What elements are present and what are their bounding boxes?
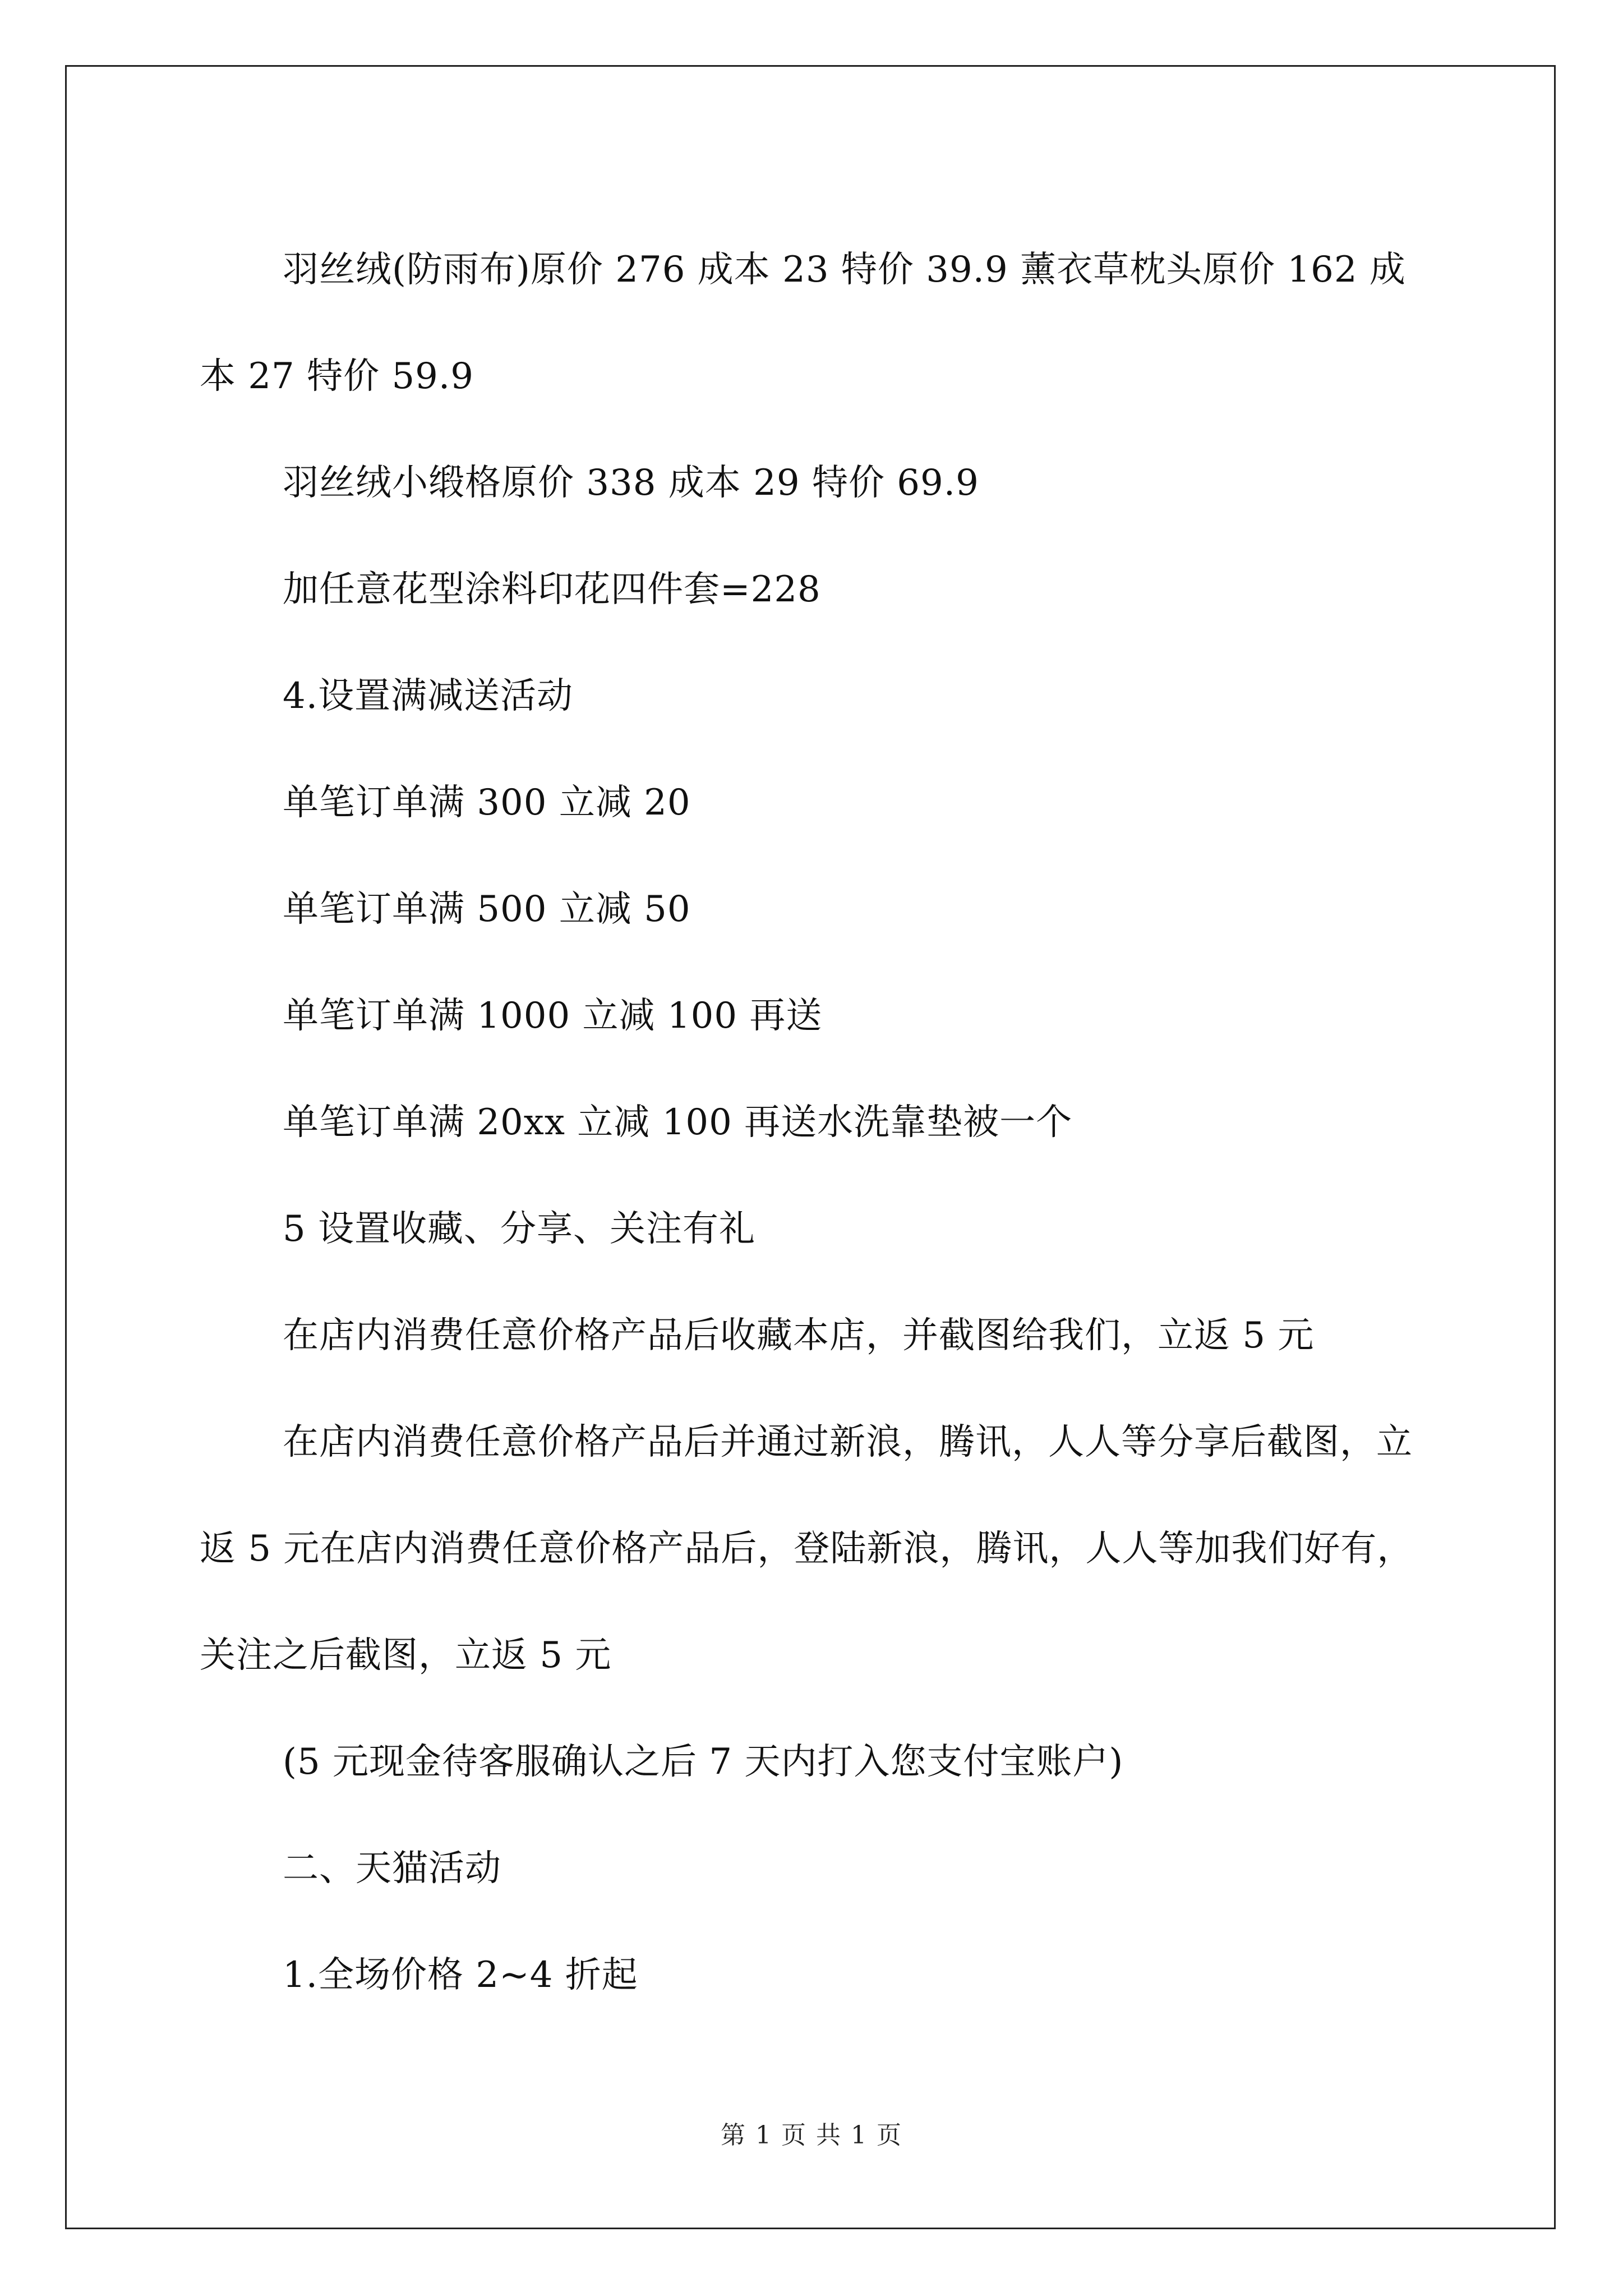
heading-tmall-activity: 二、天猫活动: [283, 1848, 501, 1889]
paragraph-favorite-reward: 在店内消费任意价格产品后收藏本店，并截图给我们，立返 5 元: [283, 1315, 1315, 1356]
paragraph-discount-300: 单笔订单满 300 立减 20: [283, 782, 691, 823]
paragraph-discount-1000: 单笔订单满 1000 立减 100 再送: [283, 995, 823, 1037]
paragraph-price-2: 羽丝绒小缎格原价 338 成本 29 特价 69.9: [283, 462, 979, 504]
paragraph-set-price: 加任意花型涂料印花四件套=228: [283, 569, 821, 610]
document-body: [200, 217, 1433, 2028]
paragraph-discount-20xx: 单笔订单满 20xx 立减 100 再送水洗靠垫被一个: [283, 1102, 1073, 1143]
paragraph-price-1: 羽丝绒(防雨布)原价 276 成本 23 特价 39.9 薰衣草枕头原价 162 成本 27 特价 59.9: [200, 249, 1406, 397]
heading-discount-activity: 4.设置满减送活动: [283, 675, 574, 717]
paragraph-discount-500: 单笔订单满 500 立减 50: [283, 889, 691, 930]
page-number-footer: 第 1 页 共 1 页: [721, 2121, 902, 2150]
heading-share-gift: 5 设置收藏、分享、关注有礼: [283, 1208, 756, 1250]
paragraph-sitewide-discount: 1.全场价格 2~4 折起: [283, 1954, 638, 1996]
paragraph-cash-note: (5 元现金待客服确认之后 7 天内打入您支付宝账户): [283, 1741, 1124, 1783]
paragraph-share-reward: 在店内消费任意价格产品后并通过新浪，腾讯，人人等分享后截图，立返 5 元在店内消费任意价格产品后，登陆新浪，腾讯，人人等加我们好有，关注之后截图，立返 5 元: [200, 1421, 1414, 1676]
